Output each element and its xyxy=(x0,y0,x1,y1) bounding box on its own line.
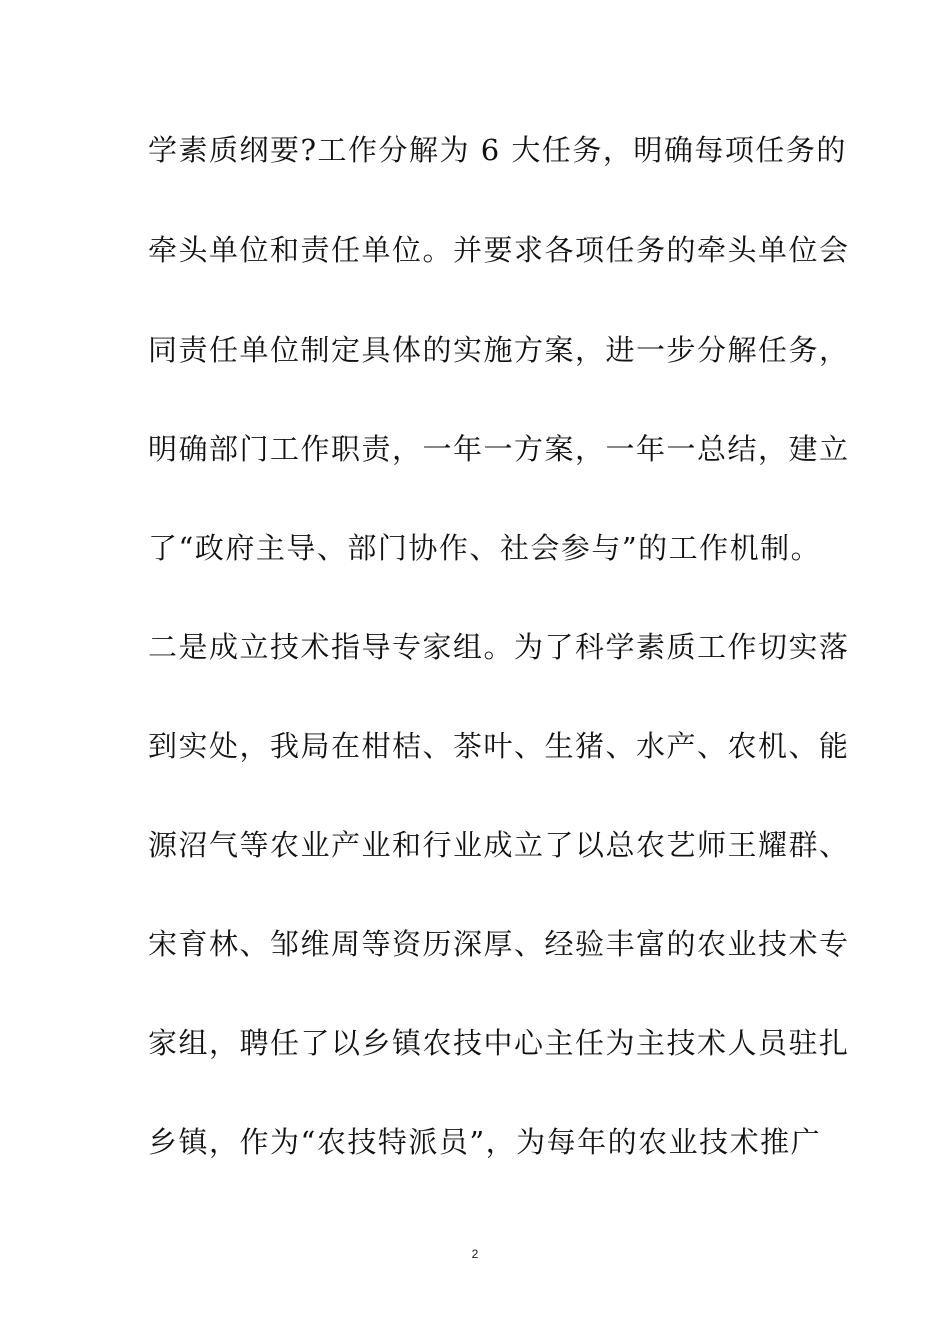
text-line: 家组，聘任了以乡镇农技中心主任为主技术人员驻扎 xyxy=(148,1026,850,1060)
text-line: 同责任单位制定具体的实施方案，进一步分解任务， xyxy=(148,333,850,367)
text-line: 源沼气等农业产业和行业成立了以总农艺师王耀群、 xyxy=(148,828,850,862)
text-line: 乡镇，作为“农技特派员”，为每年的农业技术推广 xyxy=(148,1125,822,1159)
text-line: 宋育林、邹维周等资历深厚、经验丰富的农业技术专 xyxy=(148,927,850,961)
text-line: 二是成立技术指导专家组。为了科学素质工作切实落 xyxy=(148,630,850,664)
text-line: 到实处，我局在柑桔、茶叶、生猪、水产、农机、能 xyxy=(148,729,850,763)
text-line: 学素质纲要?工作分解为 6 大任务，明确每项任务的 xyxy=(148,133,847,167)
page-number: 2 xyxy=(471,1247,479,1261)
text-line: 牵头单位和责任单位。并要求各项任务的牵头单位会 xyxy=(148,233,850,267)
text-line: 了“政府主导、部门协作、社会参与”的工作机制。 xyxy=(148,531,822,565)
text-line: 明确部门工作职责，一年一方案，一年一总结，建立 xyxy=(148,432,850,466)
